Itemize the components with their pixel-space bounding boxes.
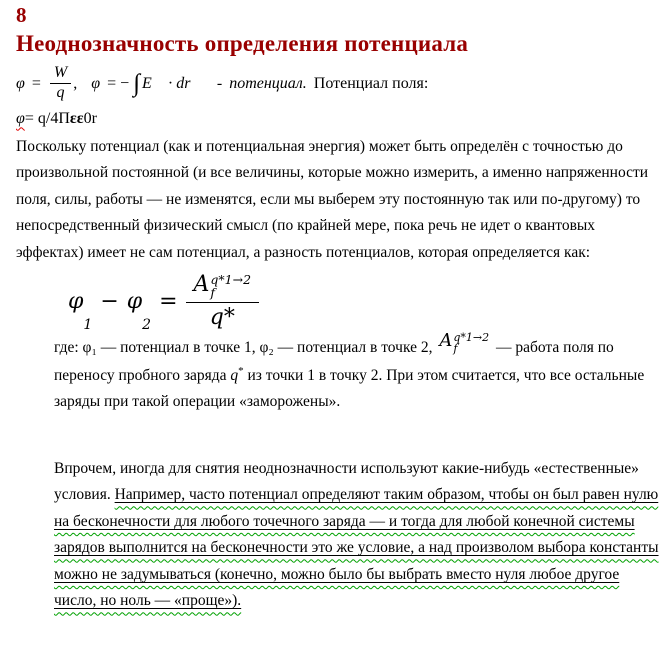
phi-1: φ xyxy=(68,289,84,315)
grammar-check-squiggle: Например, часто потенциал определяют таким образом, чтобы он был равен нулю на бесконечности для любого точечного заряда — и тогда для любой конечной системы зарядов выполнится на бесконечности это же условие, а над произволом выбора константы можно не задумываться (конечно, можно было бы выбрать вместо нуля любое другое число, но ноль — «проще»). xyxy=(54,486,659,610)
work-symbol: A xyxy=(193,272,210,298)
phi-symbol: φ xyxy=(16,74,25,92)
phi-symbol-spellcheck: φ xyxy=(16,109,25,127)
work-over-charge-fraction: A q*1→2 f q * xyxy=(186,274,260,329)
page-title: Неоднозначность определения потенциала xyxy=(16,31,469,57)
paragraph-where-definitions: где: φ₁ — потенциал в точке 1, φ₂ — потенциал в точке 2, A q*1→2 f — работа поля по переносу пробного заряда q* из точки 1 в точку 2. При этом считается, что все остальные заряды при такой операции «заморожены». xyxy=(54,330,645,411)
epsilon-bold: εε xyxy=(69,109,84,127)
phi-symbol: φ xyxy=(91,74,101,92)
plain-text: Впрочем, иногда для снятия неоднозначности используют какие-нибудь «естественные» условия. xyxy=(54,459,639,504)
hyphen: - xyxy=(216,74,223,92)
comma: , xyxy=(73,74,78,92)
integrand-expression: E⃗ · dr⃗ xyxy=(141,74,203,92)
field-potential-label: Потенциал поля: xyxy=(313,74,429,92)
section-number: 8 xyxy=(16,3,27,27)
test-charge-q: q xyxy=(230,366,239,384)
equals-minus: = − xyxy=(107,74,130,92)
fraction-denominator: q xyxy=(56,84,65,102)
formula-tail: 0r xyxy=(83,109,97,127)
potential-difference-formula: φ 1 − φ 2 = A q*1→2 f q * xyxy=(68,274,658,329)
minus-operator: − xyxy=(100,289,119,315)
equation-line-definition xyxy=(16,64,658,104)
paragraph-natural-conditions xyxy=(54,456,660,615)
equals-operator: = xyxy=(159,289,178,315)
underlined-text xyxy=(54,486,659,609)
test-charge-symbol: q xyxy=(209,305,224,331)
point-charge-potential-formula xyxy=(16,110,658,128)
integral-sign: ∫ xyxy=(133,70,140,98)
paragraph-potential-ambiguity: Поскольку потенциал (как и потенциальная энергия) может быть определён с точностью до произвольной постоянной (и все величины, которые можно измерить, а именно напряженности поля, силы, работы — не изменятся, если мы выберем эту постоянную так или по-другому) то непосредственный физический смысл (по крайней мере, пока речь не идет о квантовых эффектах) имеет не сам потенциал, а разность потенциалов, которая определяется как: xyxy=(16,137,649,261)
formula-body: = q/4Π xyxy=(24,109,70,127)
fraction-numerator: W xyxy=(50,65,71,84)
work-scripts: q*1→2 f xyxy=(210,272,252,300)
potential-label-italic: потенциал. xyxy=(229,74,307,92)
equals-sign: = xyxy=(31,74,41,92)
inline-work-formula: A q*1→2 f xyxy=(439,330,490,356)
fraction-w-over-q xyxy=(50,65,71,102)
phi-2: φ xyxy=(126,289,143,315)
